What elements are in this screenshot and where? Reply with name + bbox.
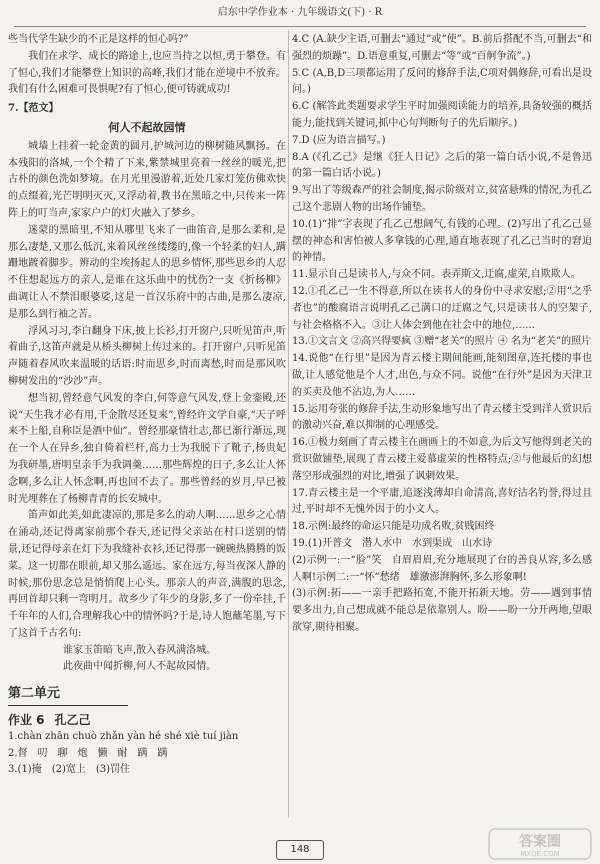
left-column — [8, 32, 286, 779]
header-title: 启东中学作业本 · 九年级语文(下) · R — [217, 7, 383, 18]
text-paragraph: 我们在求学、成长的路途上,也应当持之以恒,勇于攀登。有了恒心,我们才能攀登上知识的高峰,我们才能在逆境中不放弃。我们有什么困难可畏惧呢?有了恒心,便可铸就成功! — [8, 50, 286, 96]
answer-item: 10.(1)“排”字表现了孔乙己想阔气,有钱的心理。(2)写出了孔乙己显摆的神态和害怕被人多拿钱的心理,通直地表现了孔乙己当时的窘迫的神情。 — [292, 218, 592, 264]
answer-item: 16.①极力刻画了青云楼主在画画上的不如意,为后文写他得到老关的赏识做铺垫,展现了青云楼主爱慕虚荣的性格特点;②与他最后的幻想落空形成强烈的对比,增强了讽刺效果。 — [292, 437, 592, 482]
essay-paragraph: 浮风习习,李白翻身下床,披上长衫,打开窗户,只听见笛声,听着曲子,这笛声就是从桥头柳树上传过来的。打开窗户,只听见笛声随着春风吹来温暖的话语:时而思乡,时而离愁,时而是那风吹柳树发出的“沙沙”声。 — [8, 325, 286, 387]
answer-item: 15.运用夸张的修辞手法,生动形象地写出了青云楼主受到洋人赏识后的激动兴奋,难以抑制的心理感受。 — [292, 403, 592, 432]
answer-item: 17.青云楼主是一个平庸,追逐浅薄却自命清高,喜好沽名钓誉,得过且过,平时却不无愧外因于的小文人。 — [292, 487, 592, 516]
essay-paragraph: 笛声如此美,如此凄凉的,那是多么的动人啊……思乡之心情在涌动,还记得离家前那个春天,还记得父亲站在村口送别的情景,还记得母亲在灯下为我缝补衣衫,还记得那一碗碗热腾腾的饭菜。这一切都在眼前,却又那么遥远。家在远方,每当夜深人静的时候,那份思念总是悄悄爬上心头。那亲人的声音,满腹的思念,再回首却只剩一弯明月。故乡少了年少的身影,多了一份牵挂,千千年年的人们,合理解我心中的情怀吗?于是,诗人饱蘸笔墨,写下了这首千古名句: — [8, 510, 286, 639]
answer-item: 4.C (A.缺少主语,可删去“通过”或“使”。B.前后搭配不当,可删去“和强烈的烦躁”。D.语意重复,可删去“等”或“百舸争流”。) — [292, 34, 592, 62]
poem-line: 此夜曲中闻折柳,何人不起故园情。 — [63, 661, 217, 673]
watermark-text: 答案圈 — [519, 834, 561, 850]
answer-item: 11.显示自己是读书人,与众不同。表弄斯文,迂腐,虚荣,自欺欺人。 — [292, 269, 581, 281]
essay-paragraph: 迷蒙的黑暗里,不知从哪里飞来了一曲笛音,是那么柔和,是那么凄楚,又那么低沉,来着风丝丝缕缕的,像一个轻柔的妇人,蹒跚地踱着脚步。辨动的尘埃扬起人的思乡情怀,那些思乡的人忍不住想起远方的亲人,是谁在这乐曲中的忧伤?一支《折杨柳》曲调让人不禁泪眼婆娑,这是一首汉乐府中的古曲,是那么凄凉,是那么到行袖之苦。 — [8, 224, 286, 320]
answer-item: (3)示例:拓——一亲手把路拓宽,不能开拓新天地。劳——遇到事情要多出力,自己想成就不能总是依靠别人。盼——盼一分开两地,望眼欲穿,期待相聚。 — [292, 588, 592, 633]
column-divider — [288, 30, 289, 818]
answer-item: 7.D (应为语言描写。) — [292, 134, 386, 146]
text-line: 些当代学生缺少的不正是这样的恒心吗?” — [8, 34, 189, 45]
essay-paragraph: 城墙上挂着一轮金黄的圆月,护城河边的柳树随风飘扬。在本残阳的洛城,一个个精了下来,紫禁城里亮着一丝丝的暖光,把古朴的颜色洗如梦境。在月光里漫游着,近处几家灯笼仿佛欢快的点缀着,光芒明明灭灭,又浮动着,教书在黑暗之中,只传来一阵阵上的叮当声,家家户户的灯火融入了梦乡。 — [8, 140, 286, 219]
answer-item: 6.C (解答此类题要求学生平时加强阅读能力的培养,具备较强的概括能力,能找到关键词,抓中心句判断句子的先后顺序。) — [292, 101, 592, 129]
answer-item: 18.示例:最终的命运只能是功成名败,贫贱困终 — [292, 521, 495, 533]
answer-item: 5.C (A,B,D三项都运用了反问的修辞手法,C项对偶修辞,可看出是设问。) — [292, 67, 592, 96]
answer-line: 1.chàn zhān chuò zhǎn yàn hé shé xiè tuí jiàn — [8, 730, 239, 742]
answer-item: 12.①孔乙己一生不得意,所以在读书人的身份中寻求安慰;②用“之乎者也”的酸腐语言说明孔乙己满口的迂腐之气,只是读书人的空架子,与社会格格不入。③让人体会到他在社会中的地位,…… — [292, 285, 592, 331]
answer-item: 14.说他“在行里”是因为青云楼主期间能画,能刻图章,连托楼的事也做,让人感觉他是个人才,出色,与众不同。说他“在行外”是因为天津卫的买卖及他不沾边,为人…… — [292, 353, 592, 398]
model-essay-tag: 7.【范文】 — [8, 103, 59, 115]
watermark-subtext: MXQE.COM — [520, 850, 560, 858]
page-number: 148 — [276, 840, 324, 860]
answer-line: 3.(1)掩 (2)宽上 (3)罚住 — [8, 764, 131, 776]
homework-label: 作业 6 — [8, 713, 45, 728]
unit-heading: 第二单元 — [8, 686, 128, 706]
watermark-logo — [488, 828, 592, 860]
answer-item: 9.写出了等级森严的社会制度,揭示阶级对立,贫富悬殊的情况,为孔乙己这个悲剧人物的出场作铺垫。 — [292, 185, 592, 213]
homework-title: 孔乙己 — [54, 713, 91, 728]
header-rule — [14, 26, 586, 27]
right-column — [292, 32, 592, 637]
answer-item: 8.A (《孔乙己》是继《狂人日记》之后的第一篇白话小说,不是鲁迅的第一篇白话小说。) — [292, 151, 592, 180]
page-header — [0, 0, 600, 26]
answer-item: (2)示例一:一“脸”笑 自眉眉眉,充分地展现了台的善良从容,多么感人啊!示例二:一“怀”愁绪 雄激澎湃胸怀,多么形象啊! — [292, 554, 592, 583]
answer-item: 19.(1)开普文 潜人水中 水到渠成 山水诗 — [292, 537, 493, 549]
essay-title: 何人不起故园情 — [108, 120, 186, 134]
poem-line: 谁家玉笛暗飞声,散入春风满洛城。 — [63, 644, 217, 656]
homework-heading — [8, 712, 286, 729]
answer-line: 2.督 叨 聊 炮 懒 耐 蹒 蹒 — [8, 747, 168, 759]
answer-item: 13.①文言文 ②高兴得要疯 ③赠“老关”的照片 ④ 名为“老关”的照片 — [292, 336, 592, 348]
essay-paragraph: 想当初,曾经意气风发的李白,何等意气风发,登上金銮殿,还说“天生我才必有用,千金散尽还复来”,曾经许文学自豪,“天子呼来不上船,自称臣是酒中仙”。曾经那豪情壮志,都已渐行渐远,现在一个人在异乡,独自倚着栏杆,高力士为我脱下了靴子,杨贵妃为我研墨,唐明皇亲手为我调羹……那些辉煌的日子,多么让人怀念啊,多么让人怀念啊,再也回不去了。那些曾经的岁月,早已被时光埋葬在了杨柳青青的长安城中。 — [8, 392, 286, 505]
